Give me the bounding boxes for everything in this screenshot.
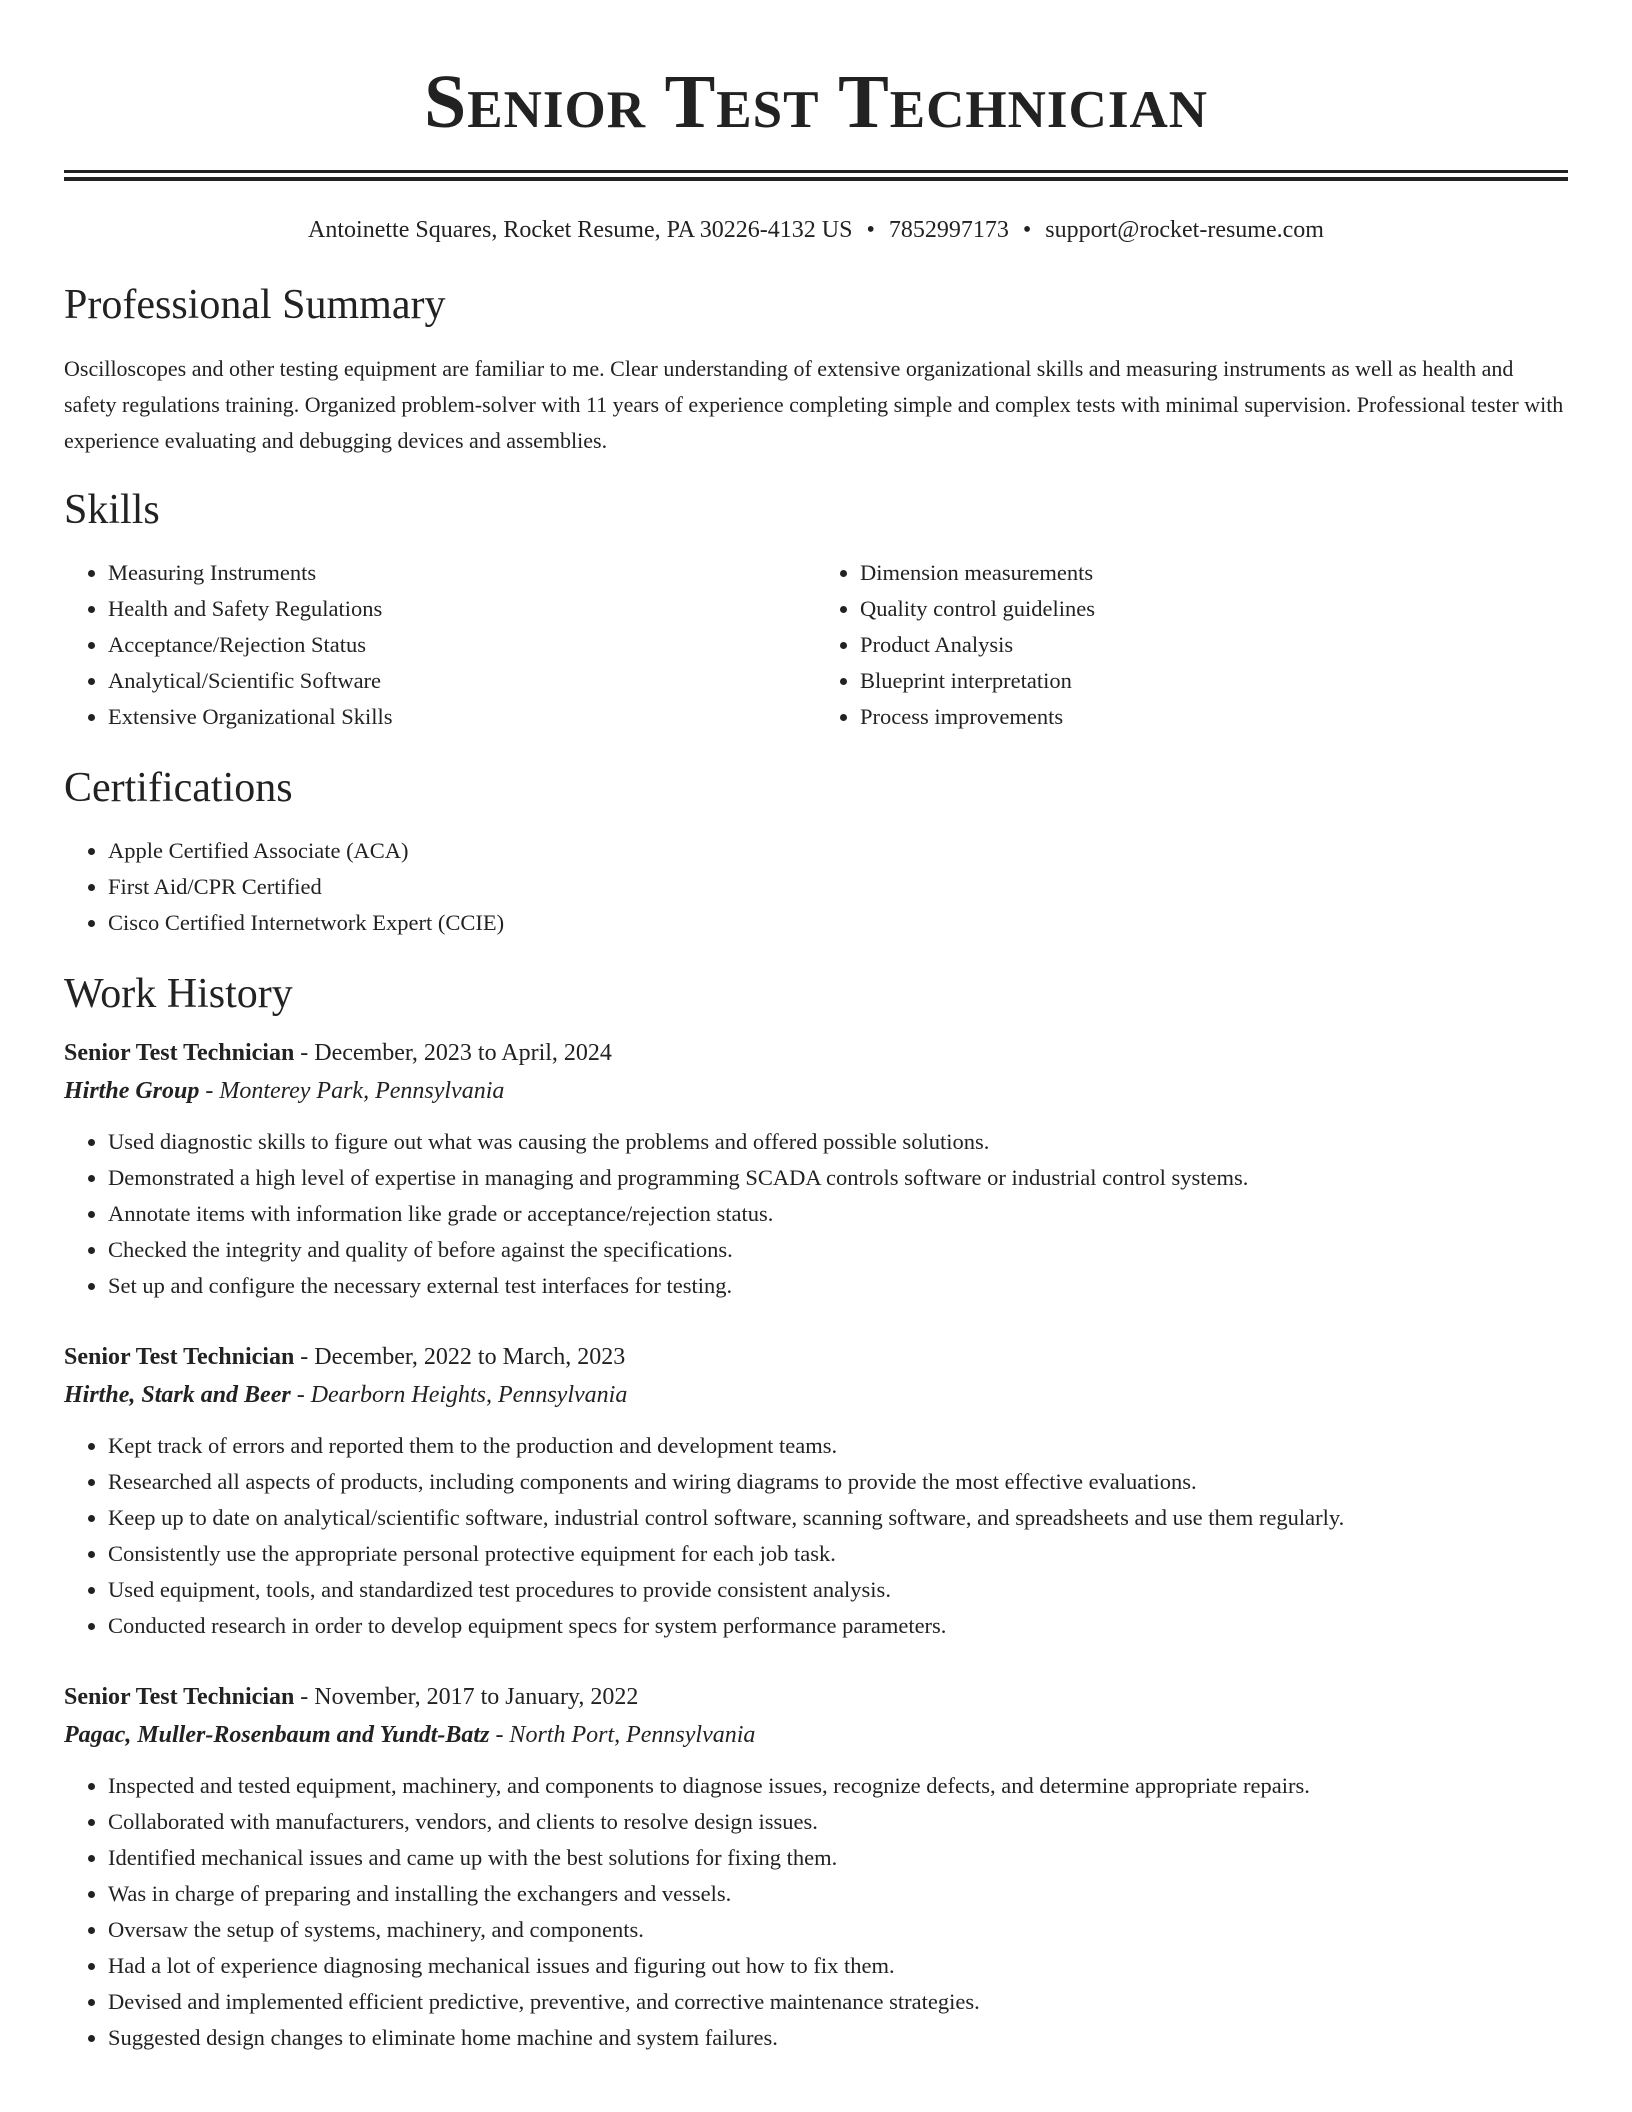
job-dates: - November, 2017 to January, 2022 bbox=[294, 1683, 639, 1710]
list-item: • Cisco Certified Internetwork Expert (CCIE) bbox=[108, 905, 1568, 941]
list-item: • Consistently use the appropriate personal protective equipment for each job task. bbox=[108, 1536, 1568, 1572]
job-company: Hirthe, Stark and Beer bbox=[64, 1381, 291, 1408]
header-divider bbox=[64, 170, 1568, 181]
job-dates: - December, 2023 to April, 2024 bbox=[294, 1039, 612, 1066]
certifications-list bbox=[64, 833, 1568, 941]
job-location: - Monterey Park, Pennsylvania bbox=[199, 1077, 505, 1104]
job-company-line bbox=[64, 1376, 1568, 1414]
list-item: • Blueprint interpretation bbox=[860, 663, 1568, 699]
job-company-line bbox=[64, 1716, 1568, 1754]
list-item: • Acceptance/Rejection Status bbox=[108, 627, 816, 663]
skills-column-right bbox=[816, 555, 1568, 735]
list-item: • Used diagnostic skills to figure out what was causing the problems and offered possible solutions. bbox=[108, 1124, 1568, 1160]
job-title-line bbox=[64, 1338, 1568, 1376]
list-item: • Analytical/Scientific Software bbox=[108, 663, 816, 699]
contact-email: support@rocket-resume.com bbox=[1045, 217, 1324, 243]
skills-list-left bbox=[64, 555, 816, 735]
skills-list-right bbox=[816, 555, 1568, 735]
job-bullets bbox=[64, 1768, 1568, 2056]
job-entry bbox=[64, 1034, 1568, 1304]
list-item: • Had a lot of experience diagnosing mechanical issues and figuring out how to fix them. bbox=[108, 1948, 1568, 1984]
work-history-heading: Work History bbox=[64, 971, 293, 1018]
list-item: • Suggested design changes to eliminate home machine and system failures. bbox=[108, 2020, 1568, 2056]
certifications-heading: Certifications bbox=[64, 764, 293, 811]
list-item: • Annotate items with information like grade or acceptance/rejection status. bbox=[108, 1196, 1568, 1232]
job-entry bbox=[64, 1678, 1568, 2056]
list-item: • Keep up to date on analytical/scientific software, industrial control software, scanning software, and spreadsheets and use them regularly. bbox=[108, 1500, 1568, 1536]
contact-separator: • bbox=[866, 217, 875, 243]
job-company: Pagac, Muller-Rosenbaum and Yundt-Batz bbox=[64, 1721, 490, 1748]
list-item: • Conducted research in order to develop equipment specs for system performance parameters. bbox=[108, 1608, 1568, 1644]
contact-address: Antoinette Squares, Rocket Resume, PA 30226-4132 US bbox=[308, 217, 853, 243]
list-item: • Quality control guidelines bbox=[860, 591, 1568, 627]
contact-line bbox=[64, 215, 1568, 246]
job-title-line bbox=[64, 1678, 1568, 1716]
job-bullets bbox=[64, 1428, 1568, 1644]
contact-phone: 7852997173 bbox=[888, 217, 1009, 243]
list-item: • Was in charge of preparing and installing the exchangers and vessels. bbox=[108, 1876, 1568, 1912]
job-entry bbox=[64, 1338, 1568, 1644]
list-item: • Collaborated with manufacturers, vendors, and clients to resolve design issues. bbox=[108, 1804, 1568, 1840]
list-item: • Researched all aspects of products, including components and wiring diagrams to provide the most effective evaluations. bbox=[108, 1464, 1568, 1500]
list-item: • Process improvements bbox=[860, 699, 1568, 735]
list-item: • Checked the integrity and quality of before against the specifications. bbox=[108, 1232, 1568, 1268]
job-title: Senior Test Technician bbox=[64, 1343, 295, 1370]
list-item: • First Aid/CPR Certified bbox=[108, 869, 1568, 905]
resume-name: Senior Test Technician bbox=[423, 60, 1209, 144]
skills-column-left bbox=[64, 555, 816, 735]
list-item: • Kept track of errors and reported them to the production and development teams. bbox=[108, 1428, 1568, 1464]
job-location: - Dearborn Heights, Pennsylvania bbox=[290, 1381, 628, 1408]
summary-section bbox=[64, 280, 1568, 458]
skills-heading: Skills bbox=[64, 486, 160, 533]
job-location: - North Port, Pennsylvania bbox=[489, 1721, 756, 1748]
list-item: • Demonstrated a high level of expertise in managing and programming SCADA controls software or industrial control systems. bbox=[108, 1160, 1568, 1196]
list-item: • Dimension measurements bbox=[860, 555, 1568, 591]
job-title-line bbox=[64, 1034, 1568, 1072]
job-title: Senior Test Technician bbox=[64, 1039, 295, 1066]
job-bullets bbox=[64, 1124, 1568, 1304]
certifications-section bbox=[64, 763, 1568, 941]
job-company: Hirthe Group bbox=[64, 1077, 200, 1104]
list-item: • Product Analysis bbox=[860, 627, 1568, 663]
job-company-line bbox=[64, 1072, 1568, 1110]
list-item: • Measuring Instruments bbox=[108, 555, 816, 591]
job-title: Senior Test Technician bbox=[64, 1683, 295, 1710]
list-item: • Extensive Organizational Skills bbox=[108, 699, 816, 735]
list-item: • Set up and configure the necessary external test interfaces for testing. bbox=[108, 1268, 1568, 1304]
list-item: • Oversaw the setup of systems, machinery, and components. bbox=[108, 1912, 1568, 1948]
list-item: • Identified mechanical issues and came up with the best solutions for fixing them. bbox=[108, 1840, 1568, 1876]
list-item: • Devised and implemented efficient predictive, preventive, and corrective maintenance strategies. bbox=[108, 1984, 1568, 2020]
summary-heading: Professional Summary bbox=[64, 282, 446, 329]
skills-columns bbox=[64, 555, 1568, 735]
job-dates: - December, 2022 to March, 2023 bbox=[294, 1343, 626, 1370]
list-item: • Inspected and tested equipment, machinery, and components to diagnose issues, recognize defects, and determine appropriate repairs. bbox=[108, 1768, 1568, 1804]
contact-separator: • bbox=[1022, 217, 1032, 243]
list-item: • Health and Safety Regulations bbox=[108, 591, 816, 627]
skills-section bbox=[64, 485, 1568, 735]
work-history-section bbox=[64, 969, 1568, 2055]
list-item: • Used equipment, tools, and standardized test procedures to provide consistent analysis. bbox=[108, 1572, 1568, 1608]
jobs-container bbox=[64, 1034, 1568, 2056]
list-item: • Apple Certified Associate (ACA) bbox=[108, 833, 1568, 869]
summary-text: Oscilloscopes and other testing equipment are familiar to me. Clear understanding of extensive organizational skills and measuring instruments as well as health and safety regulations training. Organized problem-solver with 11 years of experience completing simple and complex tests with minimal supervision. Professional tester with experience evaluating and debugging devices and assemblies. bbox=[64, 355, 1564, 453]
